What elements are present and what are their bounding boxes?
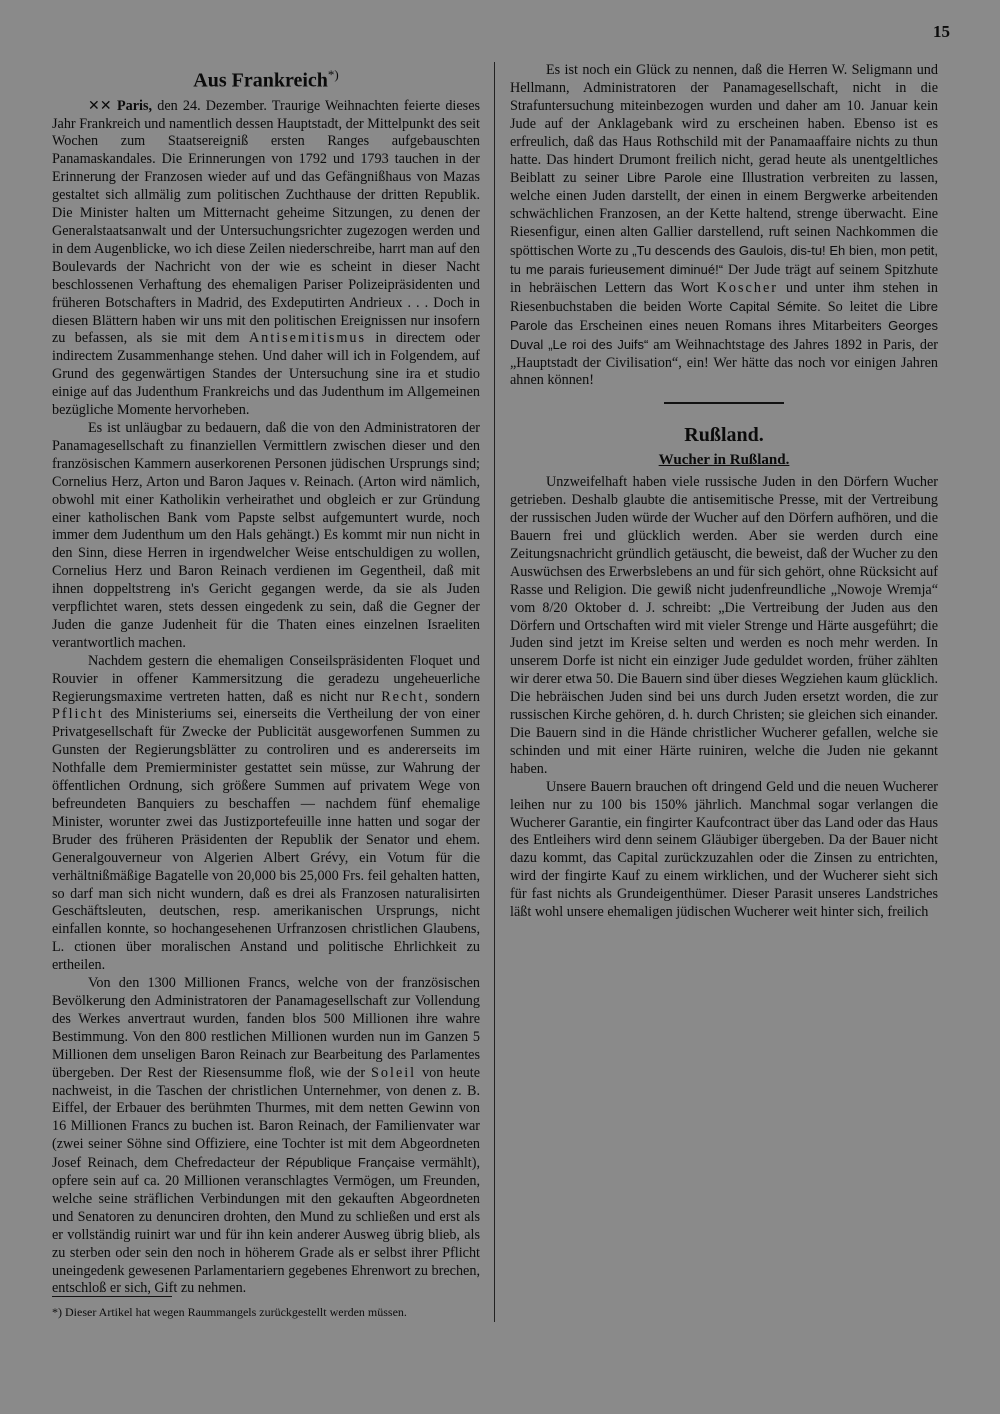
paragraph-4-a: Von den 1300 Millionen Francs, welche von der französischen Bevölkerung den Administratoren der Panamagesellschaft zur Vollendung des Werkes anvertraut wurden, fanden blos 500 Millionen ihre wahre Bestimmung. Von den 800 restlichen Millionen wurden nun im Ganzen 5 Millionen dem unseligen Baron Reinach zur Bearbeitung des Parlamentes übergeben. Der Rest der Riesensumme floß, wie der bbox=[52, 975, 480, 1081]
libre-parole: Libre Parole bbox=[626, 170, 702, 186]
paragraph-4a bbox=[52, 975, 480, 1298]
paragraph-3 bbox=[52, 653, 480, 975]
capital-semite: Capital Sémite. bbox=[729, 298, 821, 314]
right-column bbox=[510, 62, 938, 1372]
georges-duval: Georges Duval „Le roi des Juifs“ bbox=[510, 317, 939, 352]
section-title: Rußland. bbox=[684, 424, 764, 447]
footnote: *) Dieser Artikel hat wegen Raummangels zurückgestellt werden müssen. bbox=[52, 1305, 407, 1319]
footnote-block bbox=[52, 1286, 480, 1320]
pflicht-spaced: Pflicht bbox=[52, 706, 104, 723]
koscher-spaced: Koscher bbox=[716, 279, 778, 296]
article-title-text: Aus Frankreich bbox=[193, 69, 328, 92]
paragraph-5-g: am Weihnachtstage des Jahres 1892 in Paris, der „Hauptstadt der Civilisation“, ein! Wer hätte das noch vor einigen Jahren ahnen können! bbox=[510, 336, 938, 389]
dateline: Paris, bbox=[116, 97, 153, 114]
section-rule bbox=[664, 402, 784, 404]
paragraph-5-c: Der Jude trägt auf seinem Spitzhute in hebräischen Lettern das Wort bbox=[510, 261, 939, 296]
antisemitismus-spaced: Antisemitismus bbox=[248, 330, 367, 347]
dateline-prefix: ✕✕ bbox=[88, 97, 112, 114]
russia-paragraph-1: Unzweifelhaft haben viele russische Juden in den Dörfern Wucher getrieben. Deshalb glaubte die antisemitische Presse, mit der Vertreibung der russischen Juden würde der Wucher auf den Dörfern aufhören, und die Bauern frei und glücklich werden. Aber sie werden durch eine Zeitungsnachricht gründlich getäuscht, die beweist, daß der Wucher zu den Auswüchsen des Erwerbslebens an und für sich gehört, ohne Rücksicht auf Rasse und Religion. Die gewiß nicht judenfreundliche „Nowoje Wremja“ vom 8/20 Oktober d. J. schreibt: „Die Vertreibung der Juden aus den Dörfern und Ortschaften wird mit vieler Strenge und Härte ausgeführt; die Juden sind jetzt im Kreise selten und werden es noch mehr werden. In unserem Dorfe ist nicht ein einziger Jude geduldet worden, früher zählten wir derer etwa 50. Die Bauern sind über dieses Wegziehen kaum glücklich. Die hebräischen Juden sind bei uns durch Juden ersetzt worden, die zur russischen Kirche gehören, d. h. durch Christen; sie gleichen sich einander. Die Bauern sind in die Hände christlicher Wucherer gefallen, welche sie schinden und mit einer Härte ruiniren, welche die Juden nie gekannt haben. bbox=[510, 474, 938, 777]
footnote-rule bbox=[52, 1296, 172, 1297]
russia-paragraph-2: Unsere Bauern brauchen oft dringend Geld und die neuen Wucherer leihen nur zu 100 bis 150% jährlich. Manchmal sogar verlangen die Wucherer Garantie, ein fingirter Kaufcontract über das Land oder das Haus des Entleihers wird denn seinem Gläubiger übergeben. Da der Bauer nicht dazu kommt, das Capital zurückzuzahlen oder die Zinsen zu entrichten, wird der fingirte Kauf zu einem wirklichen, und der Wucherer sieht sich für fast nichts als Grundeigenthümer. Dieser Parasit unseres Landstriches läßt wohl unsere ehemaligen jüdischen Wucherer weit hinter sich, freilich bbox=[510, 778, 938, 921]
footnote-marker: *) bbox=[327, 67, 339, 82]
paragraph-5 bbox=[510, 62, 938, 390]
recht-spaced: Recht bbox=[381, 688, 425, 705]
republique-francaise: République Française bbox=[285, 1155, 415, 1171]
paragraph-5-f: das Erscheinen eines neuen Romans ihres Mitarbeiters bbox=[554, 317, 882, 334]
date-text: den 24. Dezember. bbox=[157, 97, 267, 114]
paragraph-4-c: vermählt), opfere sein auf ca. 20 Millionen veranschlagtes Vermögen, um Freunden, welche seine sträflichen Verbindungen mit den gekauften Abgeordneten und Senatoren zu denunciren drohten, den Mund zu schließen und erst als er vollständig ruinirt war und für ihn kein anderer Ausweg übrig blieb, als zu sterben oder sein den noch in höherem Grade als er selbst ihrer Pflicht uneingedenk gewesenen Parlamentariern gegebenes Ehrenwort zu brechen, entschloß er sich, Gift zu nehmen. bbox=[52, 1155, 480, 1297]
paragraph-5-e: So leitet die bbox=[827, 298, 903, 315]
paragraph-1-end: in directem oder indirectem Zusammenhange stehen. Und daher will ich in Folgendem, auf Grund des gegenwärtigen Standes der Untersuchung sine ira et studio einige auf das Judenthum Frankreichs und das Judenthum im Allgemeinen bezügliche Momente hervorheben. bbox=[52, 330, 481, 419]
article-subtitle: Wucher in Rußland. bbox=[658, 452, 790, 469]
libre-parole-2: Libre Parole bbox=[510, 298, 938, 333]
french-quote: „Tu descends des Gaulois, dis-tu! Eh bien, mon petit, tu me parais furieusement diminué!“ bbox=[510, 243, 939, 277]
article-title bbox=[52, 62, 480, 94]
paragraph-5-d: und unter ihm stehen in Riesenbuchstaben die beiden Worte bbox=[510, 279, 939, 315]
page-number: 15 bbox=[933, 22, 950, 41]
paragraph-3-c: des Ministeriums sei, einerseits die Vertheilung der von einer Privatgesellschaft für Zwecke der Publicität ausgeworfenen Summen zu Gunsten der Regierungsblätter zu controliren und es andererseits im Nothfalle dem Premierminister gestattet sein müsse, zur Wahrung der öffentlichen Ordnung, sich größere Summen auf privatem Wege von befreundeten Banquiers zu beschaffen — nachdem fünf ehemalige Minister, worunter zwei das Justizportefeuille inne hatten und sogar der Bruder des früheren Präsidenten der Republik der Senator und ehem. Generalgouverneur von Algerien Albert Grévy, ein Votum für die verhältnißmäßige Bagatelle von 20,000 bis 25,000 Frs. feil gehalten hatten, so darf man sich nicht wundern, daß es drei als Franzosen naturalisirten Geschäftsleuten, deutschen, resp. amerikanischen Ursprungs, nicht einfallen konnte, so hochangesehenen Urfranzosen christlichen Glaubens, L. ctionen über moralischen Anstand und politische Ehrlichkeit zu ertheilen. bbox=[52, 706, 481, 974]
paragraph-4-b: von heute nachweist, in die Taschen der christlichen Unternehmer, von denen z. B. Eiffel, der Erbauer des berühmten Thurmes, mit dem netten Gewinn von 16 Millionen Francs zu buchen ist. Baron Reinach, der Familienvater war (zwei seiner Söhne sind Offiziere, eine Tochter ist mit dem Abgeordneten Josef Reinach, dem Chefredacteur der bbox=[52, 1064, 480, 1172]
paragraph-1-text: Traurige Weihnachten feierte dieses Jahr Frankreich und namentlich dessen Hauptstadt, der Mittelpunkt des seit Wochen zum Staatsereigniß ersten Ranges aufgebauschten Panamaskandales. Die Erinnerungen von 1792 und 1793 tauchen in der Erinnerung der Franzosen wieder auf und das Gefängnißhaus von Mazas gestaltet sich allmälig zum politischen Zuchthause der dritten Republik. Die Minister halten um Mitternacht geheime Sitzungen, zu denen der Generalstaatsanwalt und der Untersuchungsrichter zugezogen werden und in dem Augenblicke, wo ich diese Zeilen niederschreibe, harrt man auf den Boulevards der Nachricht von der wie es scheint in dieser Nacht beschlossenen Verhaftung des ehemaligen Pariser Polizeipräsidenten und früheren Botschafters in Madrid, des Exdeputirten Andrieux . . . Doch in diesen Blättern haben wir uns mit den politischen Ereignissen nur insofern zu befassen, als sie mit dem bbox=[52, 97, 481, 347]
paragraph-2: Es ist unläugbar zu bedauern, daß die von den Administratoren der Panamagesellschaft zu finanziellen Vermittlern zwischen dieser und den französischen Kammern auserkorenen Personen jüdischen Ursprungs sind; Cornelius Herz, Arton und Baron Jaques v. Reinach. (Arton wird nämlich, obwohl mit einer Katholikin verheirathet und obgleich er zur Gründung einer katholischen Bank vom Papste selbst aufgemuntert wurde, noch immer dem Judenthum um den Hals gehängt.) Es kommt mir nun nicht in den Sinn, diese Herren in irgendwelcher Weise entschuldigen zu wollen, Cornelius Herz und Baron Reinach verdienen im Gegentheil, daß mit ihnen doppeltstreng in's Gericht gegangen werde, da sie als Juden verpflichtet waren, stets dessen eingedenk zu sein, daß die Gegner der Juden die ganze Judenheit für die Thaten eines einzelnen Israeliten verantwortlich machen. bbox=[52, 419, 480, 651]
paragraph-3-a: Nachdem gestern die ehemaligen Conseilspräsidenten Floquet und Rouvier in offener Kammersitzung die geradezu ungeheuerliche Regierungsmaxime vertreten hatten, daß es nicht nur bbox=[52, 652, 480, 705]
paragraph-1 bbox=[52, 98, 480, 420]
paragraph-5-b: eine Illustration verbreiten zu lassen, welche einen Juden darstellt, der einen in einem Bergwerke arbeitenden schwächlichen Franzosen, an der Kette haltend, strenge überwacht. Eine Riesenfigur, einen alten Gallier darstellend, ruft seinen Nachkommen die spöttischen Worte zu bbox=[510, 170, 938, 260]
left-column bbox=[52, 62, 480, 1372]
paragraph-3-b: , sondern bbox=[424, 688, 481, 705]
column-divider bbox=[494, 62, 495, 1322]
paragraph-5-a: Es ist noch ein Glück zu nennen, daß die Herren W. Seligmann und Hellmann, Administratoren der Panamagesellschaft, nicht in die Strafuntersuchung miteinbezogen wurden und daher am 10. Januar kein Jude auf der Anklagebank wird zu erscheinen haben. Ebenso ist es erfreulich, daß das Haus Rothschild mit der Panamaaffaire nichts zu thun hatte. Das hindert Drumont freilich nicht, gerad heute als unentgeltliches Beiblatt zu seiner bbox=[510, 62, 938, 187]
soleil-spaced: Soleil bbox=[371, 1064, 417, 1081]
